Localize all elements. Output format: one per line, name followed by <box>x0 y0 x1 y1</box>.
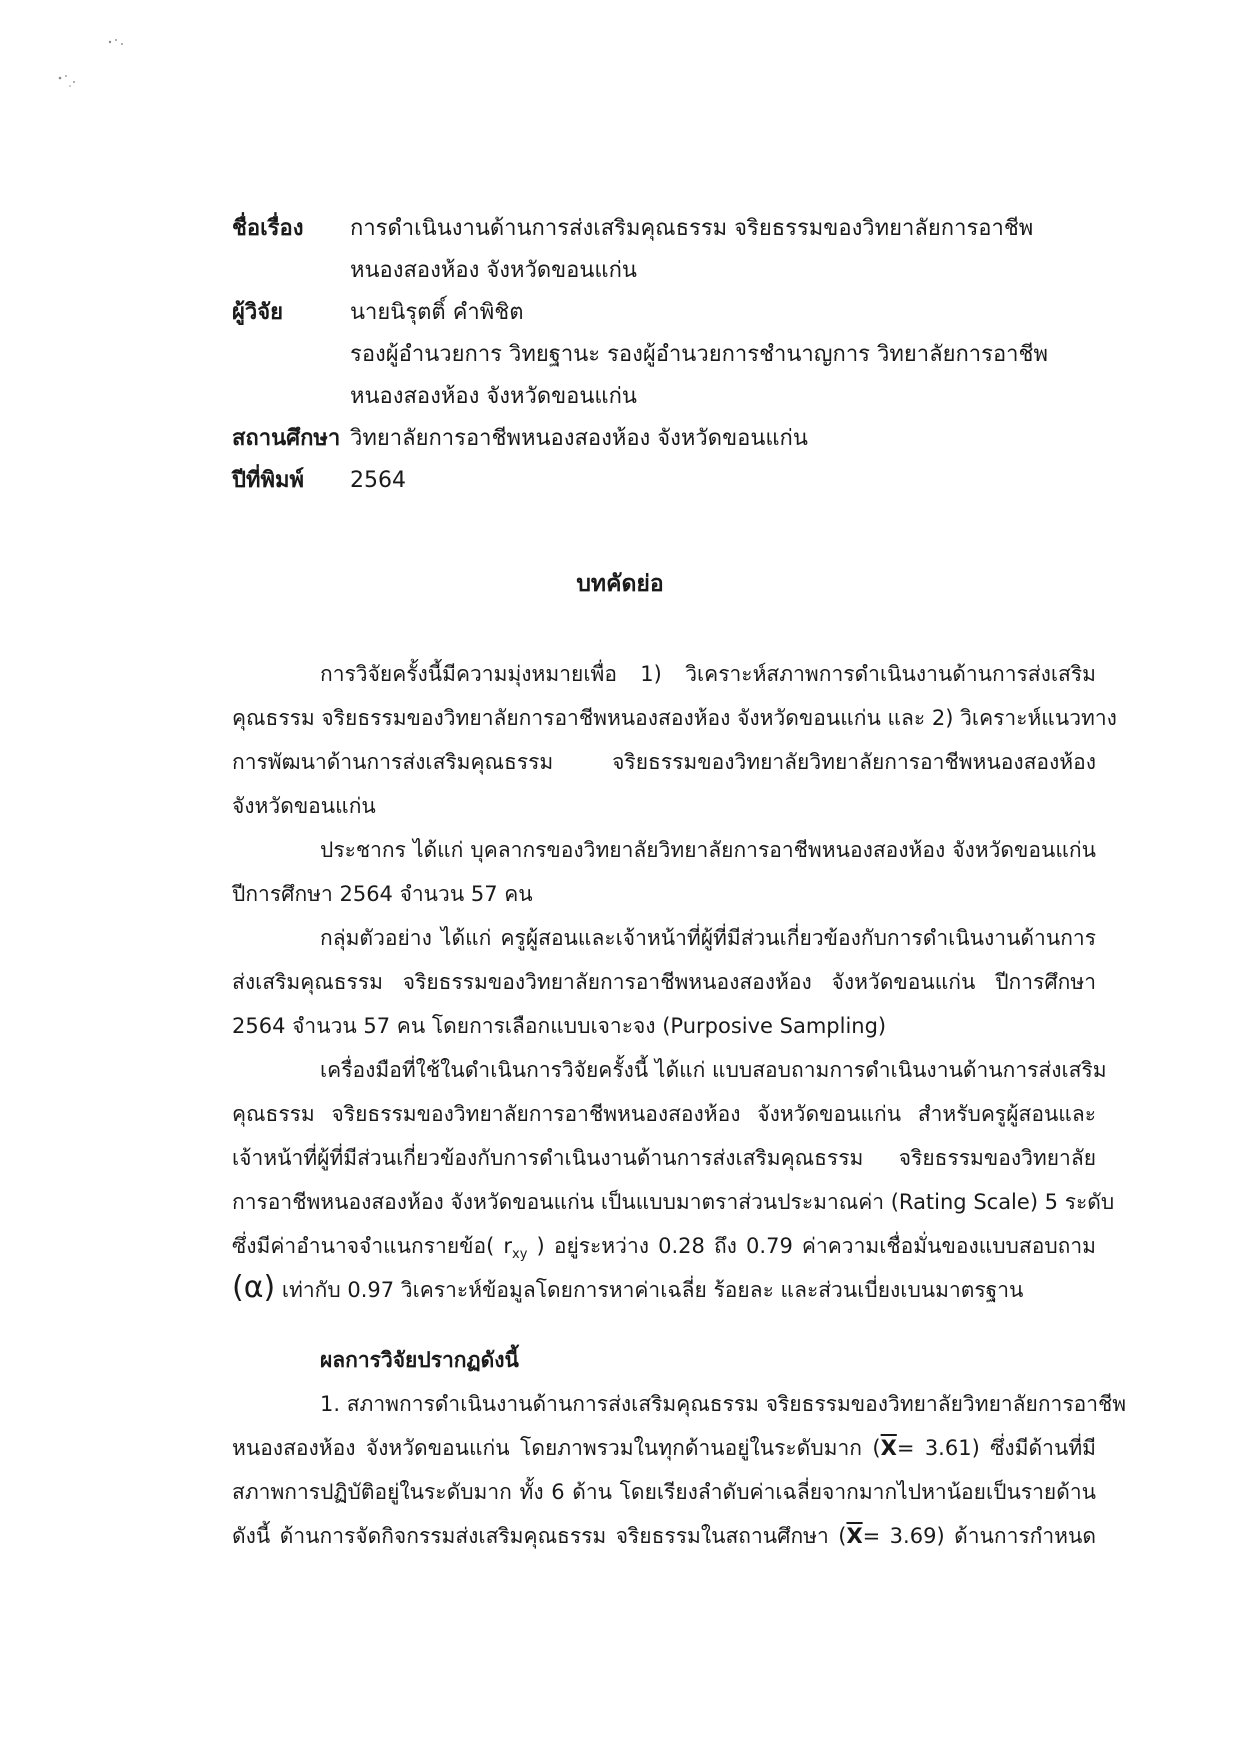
paragraph-line: 2564 จำนวน 57 คน โดยการเลือกแบบเจาะจง (Purposive Sampling) <box>232 1014 887 1038</box>
mean-symbol: $\overline{X}$ <box>880 1436 897 1460</box>
paragraph-line <box>232 1268 1096 1312</box>
abstract-heading: บทคัดย่อ <box>576 571 664 597</box>
mean-symbol: $\overline{X}$ <box>846 1524 863 1548</box>
spacer <box>232 1312 1096 1338</box>
results-heading: ผลการวิจัยปรากฏดังนี้ <box>320 1348 519 1372</box>
paragraph-line: ปีการศึกษา 2564 จำนวน 57 คน <box>232 882 533 906</box>
year-label: ปีที่พิมพ์ <box>232 468 304 493</box>
paragraph-line: ส่งเสริมคุณธรรม จริยธรรมของวิทยาลัยการอาชีพหนองสองห้อง จังหวัดขอนแก่น ปีการศึกษา <box>232 970 1096 994</box>
researcher-position: รองผู้อำนวยการ วิทยฐานะ รองผู้อำนวยการชำนาญการ วิทยาลัยการอาชีพ <box>350 342 1048 367</box>
paragraph-line <box>232 1426 1096 1470</box>
title-line: หนองสองห้อง จังหวัดขอนแก่น <box>350 258 637 283</box>
paragraph-line: จังหวัดขอนแก่น <box>232 794 376 818</box>
paragraph-line: เจ้าหน้าที่ผู้ที่มีส่วนเกี่ยวข้องกับการดำเนินงานด้านการส่งเสริมคุณธรรม จริยธรรมของวิทยาลัย <box>232 1146 1096 1170</box>
paragraph-line: การวิจัยครั้งนี้มีความมุ่งหมายเพื่อ 1) วิเคราะห์สภาพการดำเนินงานด้านการส่งเสริม <box>320 662 1096 686</box>
year-value: 2564 <box>350 468 406 493</box>
paragraph-line: เครื่องมือที่ใช้ในดำเนินการวิจัยครั้งนี้ ได้แก่ แบบสอบถามการดำเนินงานด้านการส่งเสริม <box>320 1058 1107 1082</box>
line-text: ซึ่งมีค่าอำนาจจำแนกรายข้อ( r <box>232 1234 513 1258</box>
paragraph-line <box>232 1514 1096 1558</box>
paragraph-line <box>232 1224 1096 1268</box>
paragraph-line: ประชากร ได้แก่ บุคลากรของวิทยาลัยวิทยาลัยการอาชีพหนองสองห้อง จังหวัดขอนแก่น <box>320 838 1096 862</box>
title-value <box>350 208 1112 292</box>
paragraph-line: คุณธรรม จริยธรรมของวิทยาลัยการอาชีพหนองสองห้อง จังหวัดขอนแก่น และ 2) วิเคราะห์แนวทาง <box>232 706 1117 730</box>
paragraph-line: การพัฒนาด้านการส่งเสริมคุณธรรม จริยธรรมของวิทยาลัยวิทยาลัยการอาชีพหนองสองห้อง <box>232 750 1096 774</box>
line-text: ) อยู่ระหว่าง 0.28 ถึง 0.79 ค่าความเชื่อมั่นของแบบสอบถาม <box>527 1234 1097 1258</box>
line-text: = 3.61) ซึ่งมีด้านที่มี <box>896 1436 1096 1460</box>
researcher-label: ผู้วิจัย <box>232 300 284 325</box>
alpha-symbol: (α) <box>232 1270 276 1305</box>
scan-noise-marks <box>50 30 150 100</box>
paragraph-line: สภาพการปฏิบัติอยู่ในระดับมาก ทั้ง 6 ด้าน โดยเรียงลำดับค่าเฉลี่ยจากมากไปหาน้อยเป็นรายด้าน <box>232 1480 1096 1504</box>
researcher-name: นายนิรุตติ์ คำพิชิต <box>350 300 524 325</box>
line-text: ดังนี้ ด้านการจัดกิจกรรมส่งเสริมคุณธรรม จริยธรรมในสถานศึกษา ( <box>232 1524 847 1548</box>
paragraph-line: กลุ่มตัวอย่าง ได้แก่ ครูผู้สอนและเจ้าหน้าที่ผู้ที่มีส่วนเกี่ยวข้องกับการดำเนินงานด้านการ <box>320 926 1096 950</box>
paragraph-line: 1. สภาพการดำเนินงานด้านการส่งเสริมคุณธรรม จริยธรรมของวิทยาลัยวิทยาลัยการอาชีพ <box>320 1392 1127 1416</box>
title-line: การดำเนินงานด้านการส่งเสริมคุณธรรม จริยธรรมของวิทยาลัยการอาชีพ <box>350 216 1034 241</box>
title-label: ชื่อเรื่อง <box>232 216 304 241</box>
institution-label: สถานศึกษา <box>232 426 341 451</box>
line-text: = 3.69) ด้านการกำหนด <box>862 1524 1096 1548</box>
line-text: เท่ากับ 0.97 วิเคราะห์ข้อมูลโดยการหาค่าเฉลี่ย ร้อยละ และส่วนเบี่ยงเบนมาตรฐาน <box>275 1278 1024 1302</box>
year-row <box>232 460 1112 502</box>
line-text: หนองสองห้อง จังหวัดขอนแก่น โดยภาพรวมในทุกด้านอยู่ในระดับมาก ( <box>232 1436 881 1460</box>
paragraph-line: คุณธรรม จริยธรรมของวิทยาลัยการอาชีพหนองสองห้อง จังหวัดขอนแก่น สำหรับครูผู้สอนและ <box>232 1102 1096 1126</box>
title-row <box>232 208 1112 292</box>
paragraph-line: การอาชีพหนองสองห้อง จังหวัดขอนแก่น เป็นแบบมาตราส่วนประมาณค่า (Rating Scale) 5 ระดับ <box>232 1190 1115 1214</box>
institution-value: วิทยาลัยการอาชีพหนองสองห้อง จังหวัดขอนแก่น <box>350 426 808 451</box>
document-metadata <box>232 208 1112 502</box>
researcher-position: หนองสองห้อง จังหวัดขอนแก่น <box>350 384 637 409</box>
abstract-body <box>232 652 1127 1558</box>
researcher-row <box>232 292 1112 418</box>
researcher-value <box>350 292 1112 418</box>
subscript-xy: xy <box>512 1247 528 1263</box>
institution-row <box>232 418 1112 460</box>
